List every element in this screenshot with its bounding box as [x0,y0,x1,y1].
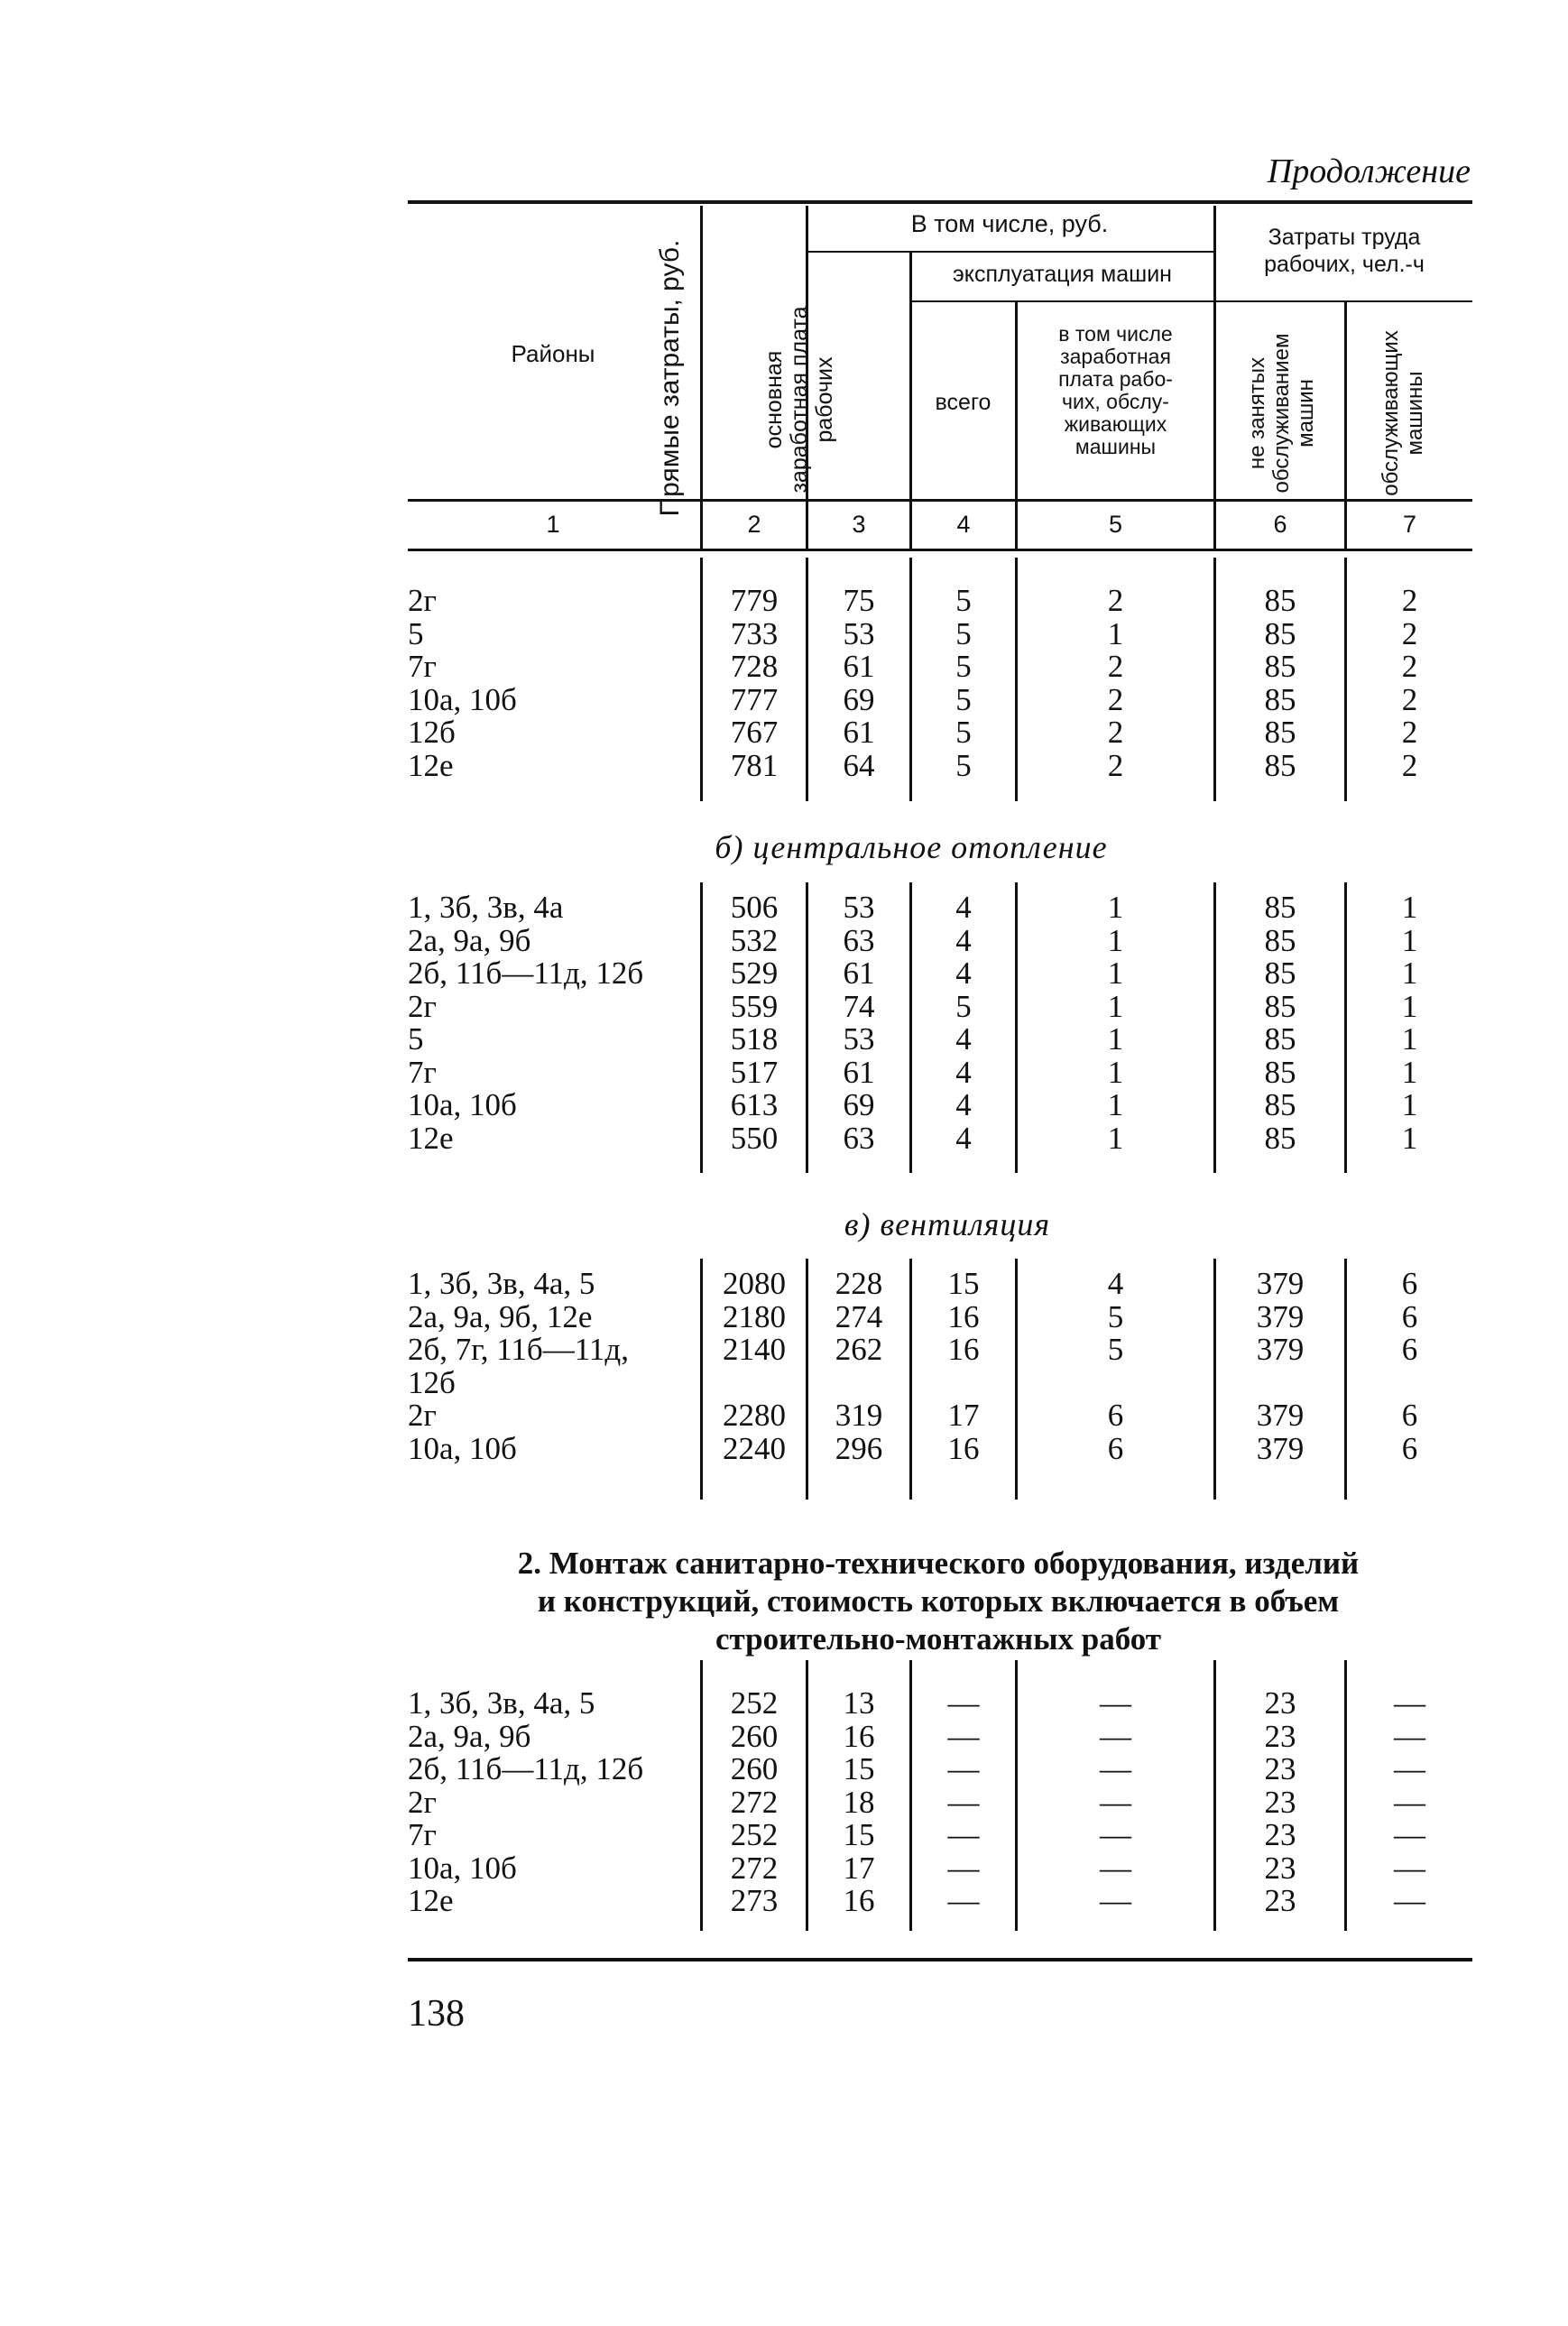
table-cell-c7: 1 [1401,1087,1418,1122]
header-ekspluatatsiya: эксплуатация машин [953,262,1172,287]
table-cell-c7: 2 [1401,747,1418,783]
table-cell-c2: 529 [730,955,779,991]
table-cell-c5: 2 [1107,583,1124,618]
header-zp-line-2: плата рабо- [1058,367,1173,391]
table-row-district: 12е [408,1120,454,1156]
table-cell-c7: 6 [1401,1298,1418,1334]
table-cell-c6: 23 [1264,1784,1296,1820]
table-cell-c7: 2 [1401,715,1418,750]
header-osnovnaya [761,300,852,499]
table-cell-c3: 63 [843,1120,875,1156]
header-obsluzhivayushchih [1379,323,1447,503]
table-row-district: 2г [408,1398,437,1433]
table-row-district: 2а, 9а, 9б, 12е [408,1298,593,1334]
table-cell-c6: 379 [1256,1430,1305,1466]
table-cell-c5: 1 [1107,1120,1124,1156]
section-b-title: б) центральное отопление [715,829,1108,865]
table-row-district: 2г [408,583,437,618]
table-cell-c2: 767 [730,715,779,750]
table-cell-c2: 260 [730,1718,779,1754]
table-cell-c4: 5 [955,649,972,684]
table-cell-c4: 4 [955,1054,972,1090]
table-cell-c3: 16 [843,1883,875,1918]
colnum-1: 1 [546,511,560,538]
header-rule-ekspl [911,300,1213,302]
table-cell-c7: 1 [1401,1054,1418,1090]
table-cell-c6: 85 [1264,890,1296,925]
table-row-district: 5 [408,615,424,651]
table-cell-c4: — [947,1784,980,1820]
header-obsl-text: обслуживающих машины [1379,330,1427,496]
table-cell-c2: 517 [730,1054,779,1090]
table-row-district: 2г [408,1784,437,1820]
table-cell-c4: 5 [955,747,972,783]
table-cell-c3: 74 [843,988,875,1024]
table-cell-c7: — [1394,1751,1425,1786]
table-cell-c5: 1 [1107,1054,1124,1090]
table-cell-c3: 75 [843,583,875,618]
table-row-district: 1, 3б, 3в, 4а, 5 [408,1685,595,1721]
table-cell-c4: 4 [955,1021,972,1057]
table-cell-c3: 53 [843,615,875,651]
header-v-tom-chisle-zp [1018,323,1213,458]
table-cell-c5: — [1100,1685,1131,1721]
bottom-rule [408,1958,1472,1961]
table-cell-c3: 296 [835,1430,883,1466]
table-cell-c7: 1 [1401,890,1418,925]
table-cell-c5: 2 [1107,747,1124,783]
table-cell-c7: — [1394,1883,1425,1918]
table-cell-c5: — [1100,1883,1131,1918]
table-cell-c5: — [1100,1850,1131,1886]
table-row-district: 10а, 10б [408,1850,517,1886]
table-cell-c7: 2 [1401,649,1418,684]
table-cell-c2: 272 [730,1784,779,1820]
table-cell-c4: 4 [955,1120,972,1156]
table-cell-c5: 1 [1107,988,1124,1024]
table-cell-c5: 6 [1107,1398,1124,1433]
table-cell-c3: 319 [835,1398,883,1433]
table-cell-c4: — [947,1685,980,1721]
table-cell-c7: 1 [1401,1120,1418,1156]
table-cell-c3: 18 [843,1784,875,1820]
table-cell-c3: 63 [843,922,875,958]
table-cell-c4: 5 [955,583,972,618]
colnum-2: 2 [747,511,761,538]
table-cell-c4: 16 [947,1298,980,1334]
colnum-3: 3 [852,511,866,538]
section2-heading-line-0: 2. Монтаж санитарно-технического оборудования, изделий [517,1546,1360,1581]
table-cell-c3: 64 [843,747,875,783]
table-row-district: 2б, 11б—11д, 12б [408,955,644,991]
table-row-district: 7г [408,649,437,684]
table-cell-c3: 17 [843,1850,875,1886]
table-cell-c6: 85 [1264,1021,1296,1057]
table-row-district: 1, 3б, 3в, 4а, 5 [408,1266,595,1301]
header-v-tom-chisle: В том числе, руб. [910,210,1109,237]
table-row-district: 10а, 10б [408,1430,517,1466]
header-zatraty-truda [1216,224,1472,278]
table-cell-c3: 69 [843,681,875,717]
table-cell-c3: 262 [835,1332,883,1367]
table-cell-c2: 2180 [723,1298,786,1334]
table-cell-c4: 16 [947,1430,980,1466]
table-cell-c4: 4 [955,955,972,991]
table-cell-c4: 5 [955,615,972,651]
table-cell-c5: 4 [1107,1266,1124,1301]
table-cell-c3: 15 [843,1817,875,1852]
table-cell-c2: 272 [730,1850,779,1886]
table-cell-c5: — [1100,1718,1131,1754]
table-row-district: 12б [408,1364,456,1400]
table-cell-c3: 61 [843,955,875,991]
table-row-district: 10а, 10б [408,681,517,717]
table-row-district: 2а, 9а, 9б [408,922,531,958]
table-cell-c2: 2140 [723,1332,786,1367]
table-cell-c6: 85 [1264,681,1296,717]
table-cell-c7: 1 [1401,1021,1418,1057]
table-cell-c6: 85 [1264,922,1296,958]
table-cell-c6: 23 [1264,1751,1296,1786]
colnum-5: 5 [1108,511,1123,538]
table-cell-c2: 2240 [723,1430,786,1466]
table-cell-c7: — [1394,1850,1425,1886]
table-cell-c3: 69 [843,1087,875,1122]
header-zp-line-4: живающих [1064,412,1167,436]
table-cell-c7: — [1394,1817,1425,1852]
table-cell-c2: 550 [730,1120,779,1156]
table-cell-c7: — [1394,1784,1425,1820]
table-cell-c5: 1 [1107,1087,1124,1122]
table-cell-c4: — [947,1883,980,1918]
table-cell-c3: 13 [843,1685,875,1721]
table-cell-c7: 2 [1401,583,1418,618]
table-cell-c5: 1 [1107,1021,1124,1057]
table-cell-c7: — [1394,1718,1425,1754]
table-cell-c3: 61 [843,1054,875,1090]
colnum-6: 6 [1273,511,1287,538]
table-cell-c5: 1 [1107,955,1124,991]
section2-heading-line-1: и конструкций, стоимость которых включается в объем [537,1583,1340,1619]
section2-heading [469,1545,1407,1658]
table-row-district: 2б, 11б—11д, 12б [408,1751,644,1786]
table-cell-c6: 23 [1264,1883,1296,1918]
header-pryamye-text: Прямые затраты, руб. [655,239,685,517]
table-cell-c5: 1 [1107,890,1124,925]
table-cell-c2: 2080 [723,1266,786,1301]
table-cell-c7: 2 [1401,681,1418,717]
table-row-district: 1, 3б, 3в, 4а [408,890,564,925]
table-cell-c6: 85 [1264,955,1296,991]
table-cell-c6: 23 [1264,1850,1296,1886]
table-cell-c6: 85 [1264,1054,1296,1090]
table-cell-c4: 5 [955,681,972,717]
header-rule-v-tom [806,251,1213,253]
table-cell-c6: 85 [1264,715,1296,750]
table-cell-c4: 4 [955,1087,972,1122]
table-cell-c2: 506 [730,890,779,925]
table-cell-c5: — [1100,1784,1131,1820]
table-cell-c6: 23 [1264,1718,1296,1754]
table-cell-c7: 6 [1401,1332,1418,1367]
header-zp-line-5: машины [1075,435,1157,458]
table-cell-c6: 85 [1264,583,1296,618]
table-cell-c6: 379 [1256,1398,1305,1433]
colnum-bottom-rule [408,549,1472,551]
table-cell-c6: 23 [1264,1685,1296,1721]
table-row-district: 7г [408,1054,437,1090]
table-cell-c2: 777 [730,681,779,717]
header-pryamye [654,234,726,522]
table-cell-c6: 379 [1256,1266,1305,1301]
table-cell-c5: 5 [1107,1298,1124,1334]
table-cell-c3: 228 [835,1266,883,1301]
table-cell-c6: 379 [1256,1332,1305,1367]
table-cell-c4: — [947,1751,980,1786]
table-cell-c2: 532 [730,922,779,958]
table-cell-c7: 1 [1401,955,1418,991]
table-cell-c4: 5 [955,715,972,750]
table-cell-c2: 559 [730,988,779,1024]
table-cell-c7: — [1394,1685,1425,1721]
table-cell-c3: 53 [843,1021,875,1057]
table-cell-c6: 85 [1264,988,1296,1024]
table-cell-c2: 273 [730,1883,779,1918]
table-cell-c2: 779 [730,583,779,618]
table-cell-c5: 1 [1107,922,1124,958]
table-cell-c2: 252 [730,1685,779,1721]
header-zatraty-line-1: рабочих, чел.-ч [1264,252,1425,277]
section-c-title: в) вентиляция [844,1206,1051,1242]
table-cell-c5: 5 [1107,1332,1124,1367]
table-row-district: 5 [408,1021,424,1057]
table-cell-c4: 4 [955,922,972,958]
table-row-district: 10а, 10б [408,1087,517,1122]
table-cell-c6: 85 [1264,747,1296,783]
table-cell-c3: 61 [843,649,875,684]
table-cell-c3: 61 [843,715,875,750]
header-rayony: Районы [511,340,595,367]
table-cell-c2: 252 [730,1817,779,1852]
table-row-district: 12б [408,715,456,750]
table-row-district: 12е [408,747,454,783]
table-row-district: 2б, 7г, 11б—11д, [408,1332,629,1367]
table-cell-c4: 5 [955,988,972,1024]
table-cell-c4: — [947,1850,980,1886]
table-cell-c2: 733 [730,615,779,651]
table-cell-c4: 4 [955,890,972,925]
table-cell-c3: 53 [843,890,875,925]
table-cell-c4: 15 [947,1266,980,1301]
table-cell-c7: 6 [1401,1266,1418,1301]
header-osnovnaya-text: основная заработная плата рабочих [761,306,837,494]
table-cell-c5: — [1100,1751,1131,1786]
header-zp-line-3: чих, обслу- [1062,390,1169,413]
table-cell-c7: 1 [1401,922,1418,958]
table-cell-c3: 16 [843,1718,875,1754]
table-cell-c4: 16 [947,1332,980,1367]
header-ne-zanyatyh-text: не занятых обслуживанием машин [1245,333,1318,494]
table-cell-c5: 2 [1107,649,1124,684]
table-cell-c5: 2 [1107,681,1124,717]
table-row-district: 2а, 9а, 9б [408,1718,531,1754]
table-cell-c7: 6 [1401,1430,1418,1466]
table-cell-c4: 17 [947,1398,980,1433]
table-cell-c2: 2280 [723,1398,786,1433]
table-cell-c6: 23 [1264,1817,1296,1852]
colnum-7: 7 [1402,511,1417,538]
page-number: 138 [408,1993,465,2035]
table-cell-c5: — [1100,1817,1131,1852]
table-cell-c5: 2 [1107,715,1124,750]
top-rule [408,200,1472,204]
table-cell-c2: 728 [730,649,779,684]
table-cell-c6: 379 [1256,1298,1305,1334]
table-cell-c4: — [947,1817,980,1852]
header-ne-zanyatyh [1245,323,1335,503]
table-cell-c6: 85 [1264,1087,1296,1122]
table-cell-c3: 274 [835,1298,883,1334]
table-cell-c3: 15 [843,1751,875,1786]
table-cell-c7: 6 [1401,1398,1418,1433]
continuation-label: Продолжение [1267,152,1471,190]
colnum-4: 4 [956,511,971,538]
table-cell-c6: 85 [1264,649,1296,684]
table-cell-c2: 781 [730,747,779,783]
table-row-district: 7г [408,1817,437,1852]
header-vsego: всего [935,390,992,415]
table-cell-c5: 6 [1107,1430,1124,1466]
table-row-district: 12е [408,1883,454,1918]
table-cell-c2: 518 [730,1021,779,1057]
table-cell-c4: — [947,1718,980,1754]
table-cell-c6: 85 [1264,1120,1296,1156]
table-cell-c2: 613 [730,1087,779,1122]
section2-heading-line-2: строительно-монтажных работ [715,1621,1161,1657]
header-zatraty-line-0: Затраты труда [1268,225,1421,250]
header-zp-line-0: в том числе [1058,322,1173,346]
table-cell-c5: 1 [1107,615,1124,651]
header-zp-line-1: заработная [1060,345,1171,368]
table-row-district: 2г [408,988,437,1024]
table-cell-c2: 260 [730,1751,779,1786]
table-cell-c7: 2 [1401,615,1418,651]
table-cell-c6: 85 [1264,615,1296,651]
table-cell-c7: 1 [1401,988,1418,1024]
